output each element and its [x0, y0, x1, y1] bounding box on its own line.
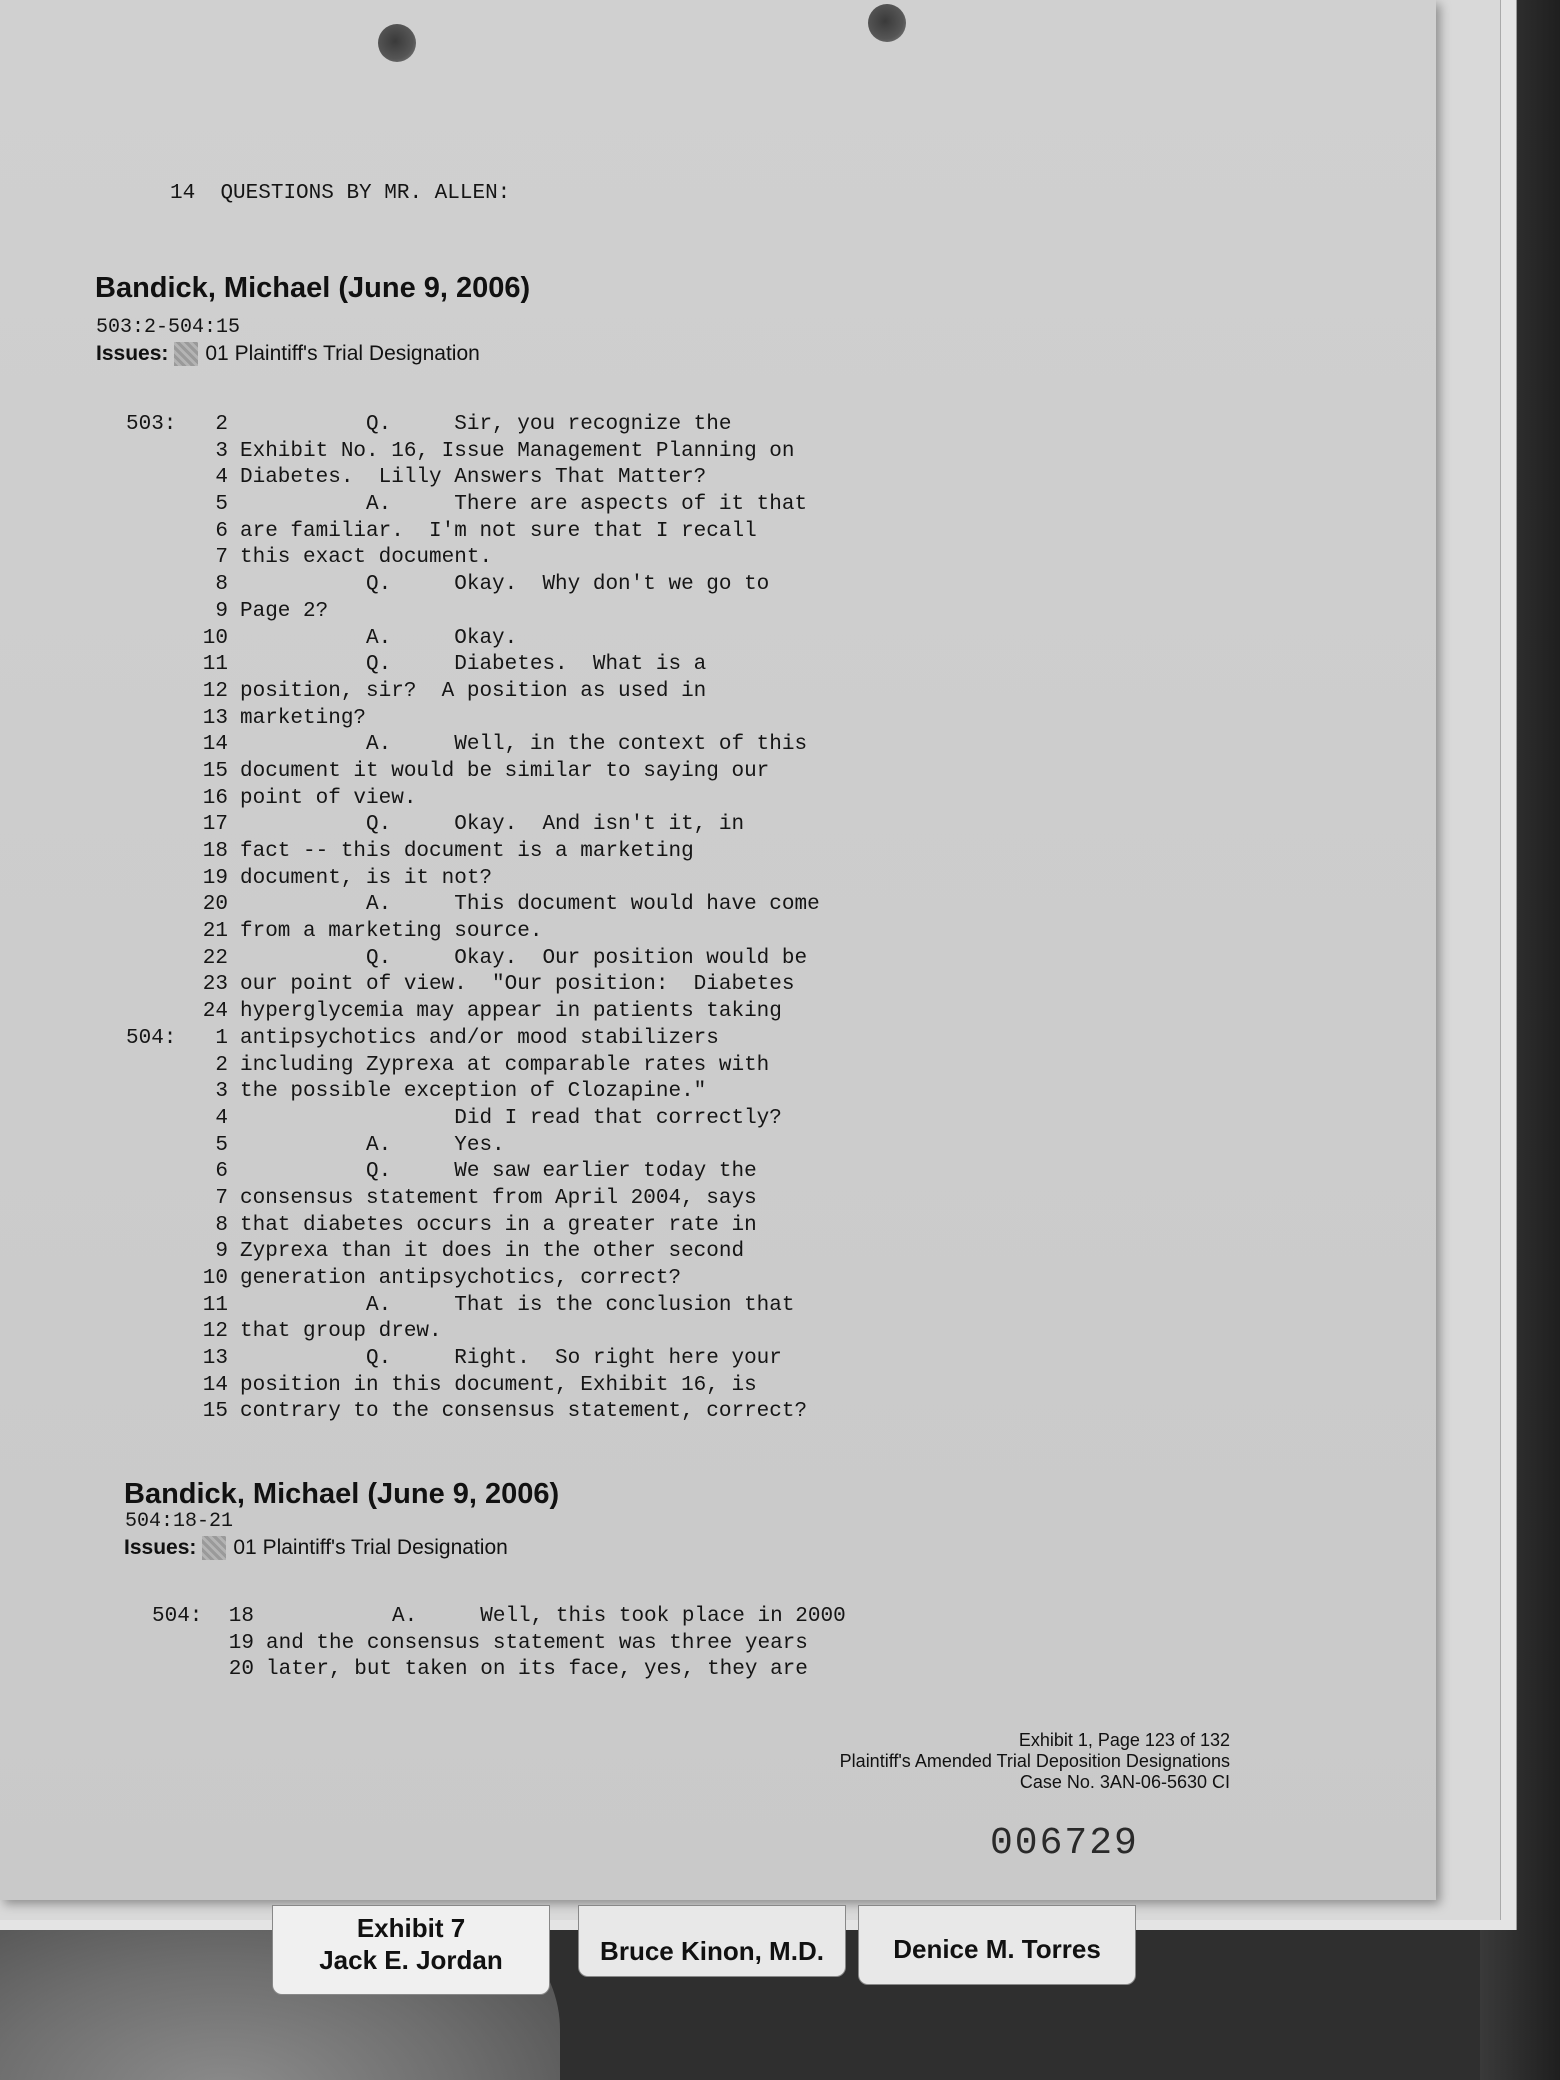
redacted-color-swatch-icon [174, 342, 198, 366]
transcript-line [126, 545, 926, 572]
line-number: 10 [202, 1267, 228, 1290]
transcript-line [126, 1079, 926, 1106]
transcript-block [126, 412, 926, 1426]
line-text: this exact document. [240, 546, 493, 570]
footer-case-number: Case No. 3AN-06-5630 CI [1019, 1772, 1230, 1792]
line-text: A. There are aspects of it that [240, 493, 808, 517]
transcript-line [126, 1053, 926, 1080]
line-number: 18 [228, 1605, 254, 1628]
line-text: and the consensus statement was three years [266, 1631, 808, 1655]
line-number: 19 [202, 866, 228, 890]
line-text: A. Okay. [240, 626, 518, 650]
section-range: 504:18-21 [125, 1510, 234, 1533]
line-number: 11 [202, 653, 228, 677]
transcript-line [126, 812, 926, 839]
transcript-line [126, 999, 926, 1026]
footer-exhibit-page: Exhibit 1, Page 123 of 132 [1018, 1730, 1230, 1750]
line-text: fact -- this document is a marketing [240, 840, 694, 863]
transcript-line [126, 465, 926, 492]
line-number: 14 [202, 1373, 228, 1397]
footer-designations: Plaintiff's Amended Trial Deposition Designations [839, 1751, 1230, 1771]
line-number: 11 [202, 1293, 228, 1317]
line-number: 9 [215, 599, 228, 623]
line-text: including Zyprexa at comparable rates with [240, 1053, 770, 1077]
section-range: 503:2-504:15 [96, 316, 241, 339]
page-number: 504: [126, 1026, 177, 1050]
line-number: 13 [202, 706, 228, 730]
transcript-line [126, 786, 926, 813]
line-text: Q. Sir, you recognize the [240, 413, 732, 436]
transcript-line [126, 1106, 926, 1133]
line-number: 4 [215, 1106, 228, 1130]
line-text: A. Well, in the context of this [240, 733, 808, 757]
transcript-line [126, 1133, 926, 1160]
line-number: 3 [215, 439, 228, 463]
transcript-line [126, 1346, 926, 1373]
tab-name-label: Bruce Kinon, M.D. [600, 1936, 824, 1966]
line-text: marketing? [240, 706, 367, 730]
transcript-line [126, 572, 926, 599]
transcript-line [152, 1657, 952, 1684]
line-text: Exhibit No. 16, Issue Management Planning on [240, 439, 795, 463]
line-text: Page 2? [240, 599, 329, 623]
line-number: 12 [202, 1320, 228, 1344]
transcript-line [126, 1213, 926, 1240]
tab-name-label: Denice M. Torres [893, 1934, 1101, 1964]
line-text: A. That is the conclusion that [240, 1293, 795, 1317]
transcript-line [152, 1631, 952, 1658]
line-number: 5 [215, 1133, 228, 1157]
bates-number: 006729 [990, 1822, 1139, 1865]
line-text: from a marketing source. [240, 920, 543, 944]
line-number: 10 [202, 626, 228, 650]
line-text: contrary to the consensus statement, correct? [240, 1400, 808, 1424]
line-text: the possible exception of Clozapine." [240, 1080, 707, 1104]
exhibit-tab-kinon[interactable] [578, 1905, 846, 1977]
line-number: 7 [215, 546, 228, 570]
page-number: 504: [152, 1605, 203, 1628]
transcript-line [126, 972, 926, 999]
line-number: 4 [215, 466, 228, 490]
transcript-line [152, 1604, 952, 1631]
exhibit-tab-jordan[interactable] [272, 1905, 550, 1995]
transcript-line [126, 1159, 926, 1186]
line-text: Zyprexa than it does in the other second [240, 1240, 745, 1264]
transcript-line [126, 439, 926, 466]
section-title: Bandick, Michael (June 9, 2006) [124, 1478, 560, 1510]
line-text: Q. Right. So right here your [240, 1347, 782, 1371]
line-number: 22 [202, 946, 228, 970]
line-text: A. This document would have come [240, 893, 820, 917]
tab-name-label: Jack E. Jordan [319, 1945, 503, 1975]
line-text: hyperglycemia may appear in patients taking [240, 1000, 782, 1024]
line-number: 8 [215, 1213, 228, 1237]
transcript-line [126, 599, 926, 626]
transcript-line [126, 866, 926, 893]
line-text: position, sir? A position as used in [240, 679, 707, 703]
line-text: later, but taken on its face, yes, they are [266, 1658, 808, 1682]
line-number: 17 [202, 813, 228, 837]
transcript-line [126, 732, 926, 759]
issues-line [96, 342, 480, 366]
line-number: 18 [202, 840, 228, 863]
line-number: 2 [215, 413, 228, 436]
exhibit-footer [700, 1730, 1230, 1793]
transcript-line [126, 519, 926, 546]
line-number: 15 [202, 1400, 228, 1424]
line-number: 6 [215, 519, 228, 543]
line-number: 1 [215, 1026, 228, 1050]
line-number: 8 [215, 573, 228, 597]
line-text: document it would be similar to saying our [240, 759, 770, 783]
line-text: A. Yes. [240, 1133, 505, 1157]
redacted-color-swatch-icon [202, 1536, 226, 1560]
line-number: 16 [202, 786, 228, 810]
line-number: 20 [202, 893, 228, 917]
line-text: Q. Diabetes. What is a [240, 653, 707, 677]
line-text: Q. We saw earlier today the [240, 1160, 757, 1184]
line-text: antipsychotics and/or mood stabilizers [240, 1026, 719, 1050]
line-number: 7 [215, 1186, 228, 1210]
transcript-line [126, 759, 926, 786]
line-text: are familiar. I'm not sure that I recall [240, 519, 757, 543]
transcript-line [126, 492, 926, 519]
transcript-line [126, 679, 926, 706]
transcript-line [126, 1026, 926, 1053]
transcript-line [126, 1239, 926, 1266]
punch-hole-icon [868, 4, 906, 42]
line-number: 24 [202, 1000, 228, 1024]
line-text: generation antipsychotics, correct? [240, 1267, 682, 1290]
punch-hole-icon [378, 24, 416, 62]
issues-value: 01 Plaintiff's Trial Designation [233, 1536, 508, 1559]
issues-label: Issues: [124, 1536, 197, 1559]
transcript-line [126, 1266, 926, 1293]
line-text: A. Well, this took place in 2000 [266, 1605, 846, 1628]
transcript-line [126, 1186, 926, 1213]
line-text: that group drew. [240, 1320, 442, 1344]
issues-line [124, 1536, 508, 1560]
transcript-line [126, 626, 926, 653]
line-text: consensus statement from April 2004, says [240, 1186, 757, 1210]
line-number: 13 [202, 1347, 228, 1371]
line-number: 14 [202, 733, 228, 757]
tab-exhibit-label: Exhibit 7 [356, 1913, 466, 1943]
prior-transcript-line [170, 182, 510, 205]
line-text: position in this document, Exhibit 16, is [240, 1373, 757, 1397]
transcript-line [126, 1319, 926, 1346]
line-number: 15 [202, 759, 228, 783]
line-number: 20 [228, 1658, 254, 1682]
transcript-line [126, 1373, 926, 1400]
line-number: 5 [215, 493, 228, 517]
transcript-line [126, 652, 926, 679]
section-title: Bandick, Michael (June 9, 2006) [95, 272, 531, 304]
line-number: 19 [228, 1631, 254, 1655]
line-number: 9 [215, 1240, 228, 1264]
issues-value: 01 Plaintiff's Trial Designation [205, 342, 480, 365]
line-text: Did I read that correctly? [240, 1106, 782, 1130]
line-number: 2 [215, 1053, 228, 1077]
line-text: our point of view. "Our position: Diabetes [240, 973, 795, 997]
issues-label: Issues: [96, 342, 169, 365]
transcript-line [126, 839, 926, 866]
line-number: 14 [170, 182, 196, 205]
line-text: Q. Okay. Why don't we go to [240, 573, 770, 597]
line-text: that diabetes occurs in a greater rate in [240, 1213, 757, 1237]
line-number: 6 [215, 1160, 228, 1184]
page-number: 503: [126, 413, 177, 436]
line-number: 3 [215, 1080, 228, 1104]
line-text: point of view. [240, 786, 417, 810]
exhibit-tab-torres[interactable] [858, 1905, 1136, 1985]
transcript-line [126, 919, 926, 946]
line-number: 12 [202, 679, 228, 703]
line-text: Q. Okay. And isn't it, in [240, 813, 745, 837]
transcript-line [126, 412, 926, 439]
line-text: QUESTIONS BY MR. ALLEN: [220, 182, 511, 205]
line-number: 21 [202, 920, 228, 944]
transcript-line [126, 892, 926, 919]
transcript-line [126, 706, 926, 733]
line-number: 23 [202, 973, 228, 997]
transcript-line [126, 946, 926, 973]
line-text: Diabetes. Lilly Answers That Matter? [240, 466, 707, 490]
line-text: document, is it not? [240, 866, 493, 890]
transcript-line [126, 1293, 926, 1320]
transcript-block [152, 1604, 952, 1684]
transcript-line [126, 1399, 926, 1426]
line-text: Q. Okay. Our position would be [240, 946, 808, 970]
